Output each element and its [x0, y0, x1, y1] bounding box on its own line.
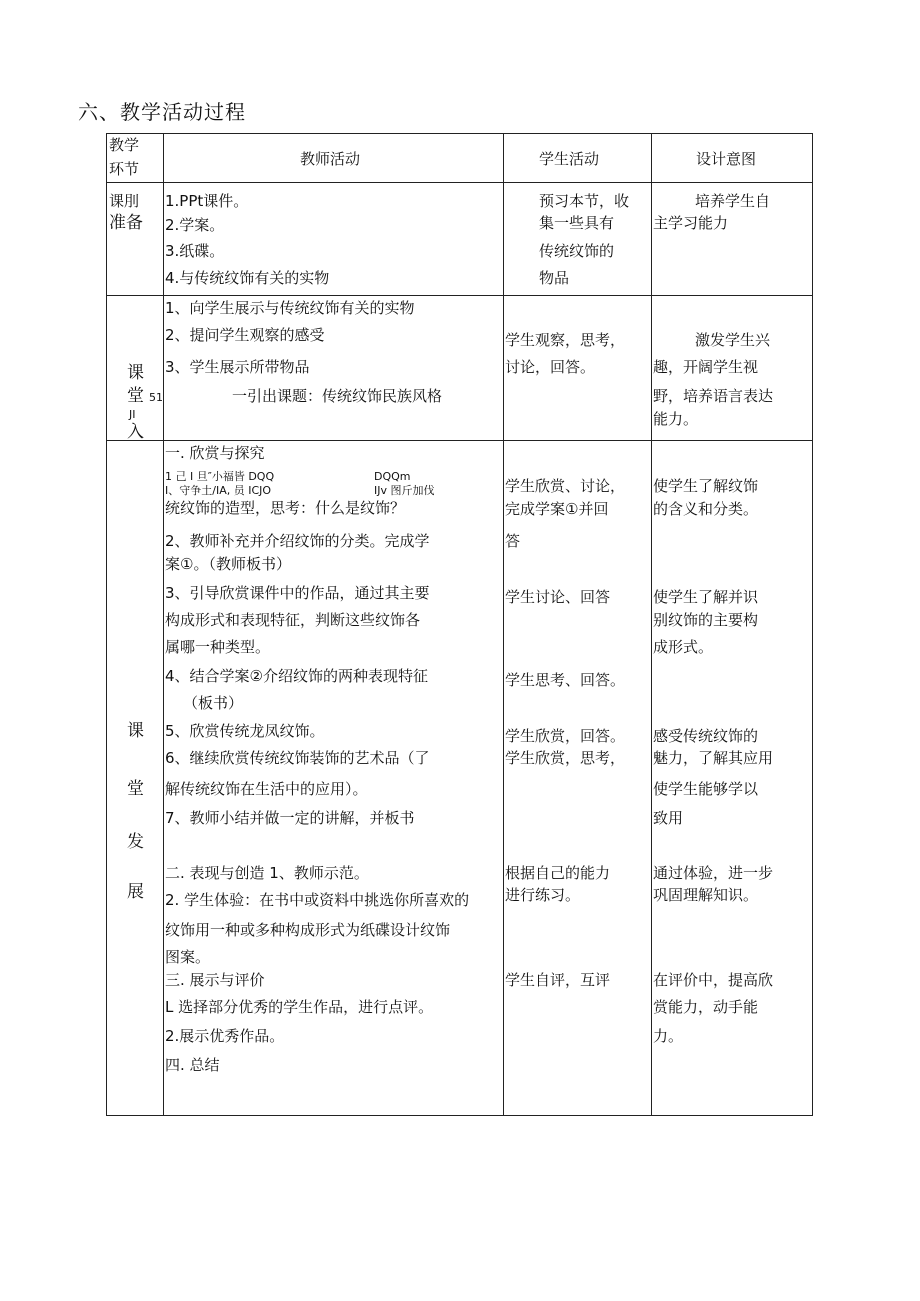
develop-student: 学生欣赏，回答。 [505, 727, 626, 745]
develop-teacher: 三. 展示与评价 [165, 971, 265, 989]
develop-intent: 使学生了解并识 [653, 588, 759, 606]
intro-student: 讨论，回答。 [505, 358, 596, 376]
develop-student: 答 [505, 532, 521, 550]
row-divider [107, 440, 812, 441]
develop-student: 学生讨论、回答 [505, 588, 611, 606]
prep-student: 物品 [539, 269, 570, 287]
develop-intent: 巩固理解知识。 [653, 886, 759, 904]
prep-student: 传统纹饰的 [539, 242, 615, 260]
develop-phase: 课 [127, 721, 144, 741]
develop-intent: 在评价中，提高欣 [653, 971, 774, 989]
intro-teacher: 3、学生展示所带物品 [165, 358, 310, 376]
prep-intent: 主学习能力 [653, 214, 729, 232]
develop-intent: 魅力，了解其应用 [653, 749, 774, 767]
develop-intent: 力。 [653, 1027, 684, 1045]
develop-intent: 成形式。 [653, 638, 714, 656]
develop-teacher-garbled: DQQm [374, 470, 411, 483]
develop-intent: 使学生了解纹饰 [653, 477, 759, 495]
develop-intent: 感受传统纹饰的 [653, 727, 759, 745]
develop-phase: 发 [127, 832, 144, 852]
prep-teacher: 4.与传统纹饰有关的实物 [165, 269, 330, 287]
develop-phase: 展 [127, 882, 144, 902]
intro-intent: 能力。 [653, 410, 699, 428]
intro-phase: 堂 [127, 386, 144, 406]
prep-teacher: 2.学案。 [165, 216, 225, 234]
prep-teacher: 3.纸碟。 [165, 242, 225, 260]
activity-table [106, 133, 813, 1116]
develop-teacher: 5、欣赏传统龙凤纹饰。 [165, 722, 325, 740]
intro-teacher: 一引出课题：传统纹饰民族风格 [232, 387, 443, 405]
develop-teacher: 6、继续欣赏传统纹饰装饰的艺术品（了 [165, 749, 430, 767]
prep-phase: 课刖 [109, 192, 140, 210]
header-student: 学生活动 [539, 150, 600, 168]
develop-teacher: 二. 表现与创造 1、教师示范。 [165, 864, 369, 882]
prep-intent: 培养学生自 [695, 192, 771, 210]
develop-intent: 通过体验，进一步 [653, 864, 774, 882]
develop-intent: 赏能力，动手能 [653, 998, 759, 1016]
develop-student: 根据自己的能力 [505, 864, 611, 882]
develop-student: 学生欣赏，思考， [505, 749, 626, 767]
intro-phase-extra: 51 [149, 391, 163, 404]
row-divider [107, 182, 812, 183]
develop-student: 学生思考、回答。 [505, 671, 626, 689]
develop-teacher: 解传统纹饰在生活中的应用）。 [165, 780, 368, 798]
col-divider [163, 134, 164, 1115]
section-title: 六、教学活动过程 [78, 100, 246, 124]
develop-phase: 堂 [127, 779, 144, 799]
develop-teacher: 统纹饰的造型，思考：什么是纹饰？ [165, 499, 406, 517]
develop-student: 学生自评，互评 [505, 971, 611, 989]
develop-teacher-garbled: IJv 图斤加伐 [374, 484, 435, 497]
intro-intent: 激发学生兴 [695, 331, 771, 349]
develop-teacher: 3、引导欣赏课件中的作品，通过其主要 [165, 584, 430, 602]
intro-teacher: 1、向学生展示与传统纹饰有关的实物 [165, 299, 415, 317]
header-teacher: 教师活动 [300, 150, 361, 168]
develop-teacher: L 选择部分优秀的学生作品，进行点评。 [165, 998, 434, 1016]
header-phase: 环节 [109, 160, 140, 178]
col-divider [503, 134, 504, 1115]
develop-teacher: 案①。（教师板书） [165, 555, 291, 573]
col-divider [651, 134, 652, 1115]
develop-teacher: 纹饰用一种或多种构成形式为纸碟设计纹饰 [165, 921, 451, 939]
header-intent: 设计意图 [696, 150, 757, 168]
develop-teacher: 构成形式和表现特征，判断这些纹饰各 [165, 611, 421, 629]
develop-teacher-garbled: I、守争土/IA, 员 ICJO [165, 484, 272, 497]
header-phase: 教学 [109, 136, 140, 154]
intro-teacher: 2、提问学生观察的感受 [165, 326, 325, 344]
prep-teacher: 1.PPt课件。 [165, 192, 249, 210]
develop-teacher: 属哪一种类型。 [165, 638, 271, 656]
develop-teacher: 图案。 [165, 948, 211, 966]
intro-intent: 野，培养语言表达 [653, 387, 774, 405]
develop-intent: 致用 [653, 809, 684, 827]
develop-intent: 的含义和分类。 [653, 500, 759, 518]
row-divider [107, 295, 812, 296]
intro-phase: JI [129, 408, 136, 421]
develop-teacher: 一. 欣赏与探究 [165, 444, 265, 462]
develop-teacher: 四. 总结 [165, 1056, 220, 1074]
prep-student: 集一些具有 [539, 214, 615, 232]
prep-student: 预习本节，收 [539, 192, 630, 210]
develop-teacher: 2. 学生体验：在书中或资料中挑选你所喜欢的 [165, 891, 470, 909]
develop-teacher: 2.展示优秀作品。 [165, 1027, 285, 1045]
develop-student: 学生欣赏、讨论， [505, 477, 626, 495]
develop-teacher: 4、结合学案②介绍纹饰的两种表现特征 [165, 667, 428, 685]
develop-student: 完成学案①并回 [505, 500, 609, 518]
develop-teacher-garbled: 1 己 I 旦″小福皆 DQQ [165, 470, 275, 483]
prep-phase: 准备 [109, 213, 143, 233]
intro-intent: 趣，开阔学生视 [653, 358, 759, 376]
intro-student: 学生观察，思考， [505, 331, 626, 349]
develop-intent: 使学生能够学以 [653, 780, 759, 798]
develop-teacher: 2、教师补充并介绍纹饰的分类。完成学 [165, 532, 430, 550]
develop-student: 进行练习。 [505, 886, 581, 904]
intro-phase: 课 [127, 363, 144, 383]
develop-teacher: 7、教师小结并做一定的讲解，并板书 [165, 809, 415, 827]
develop-teacher: （板书） [183, 694, 244, 712]
develop-intent: 别纹饰的主要构 [653, 611, 759, 629]
intro-phase: 入 [127, 422, 144, 442]
